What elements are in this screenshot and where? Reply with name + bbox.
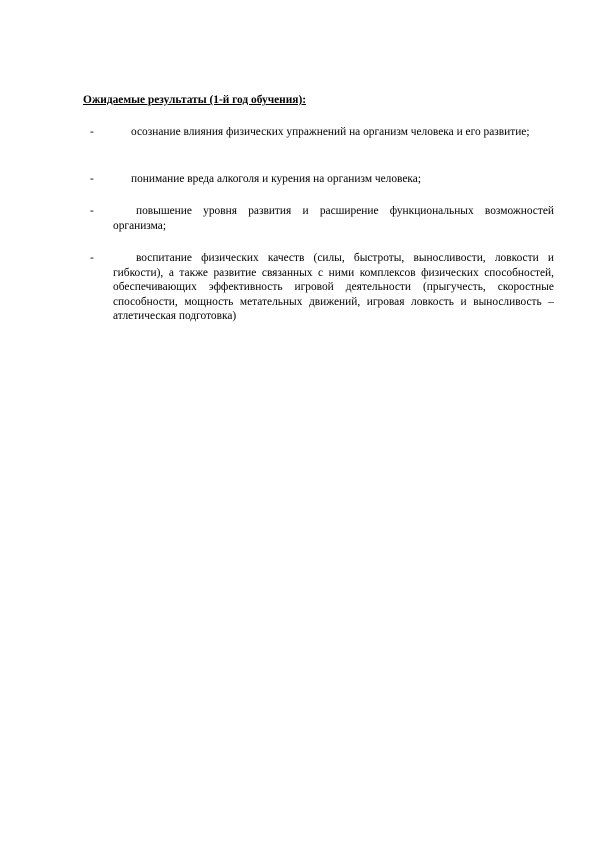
list-bullet: - — [90, 173, 94, 185]
list-bullet: - — [90, 205, 94, 217]
list-bullet: - — [90, 252, 94, 264]
list-item — [90, 251, 554, 324]
list-item-text: воспитание физических качеств (силы, быстроты, выносливости, ловкости и гибкости), а также развитие связанных с ними комплексов физических способностей, обеспечивающих эффективность игровой деятельности (прыгучесть, скоростные способности, мощность метательных движений, игровая ловкость и выносливость – атлетическая подготовка) — [113, 252, 554, 323]
list-item — [90, 125, 554, 140]
list-item-text: понимание вреда алкоголя и курения на организм человека; — [131, 173, 421, 185]
list-item — [90, 172, 554, 187]
list-item-text: осознание влияния физических упражнений на организм человека и его развитие; — [131, 126, 530, 138]
section-heading: Ожидаемые результаты (1-й год обучения): — [83, 94, 307, 106]
list-item — [90, 204, 554, 233]
list-item-text: повышение уровня развития и расширение функциональных возможностей организма; — [113, 205, 554, 232]
list-bullet: - — [90, 126, 94, 138]
